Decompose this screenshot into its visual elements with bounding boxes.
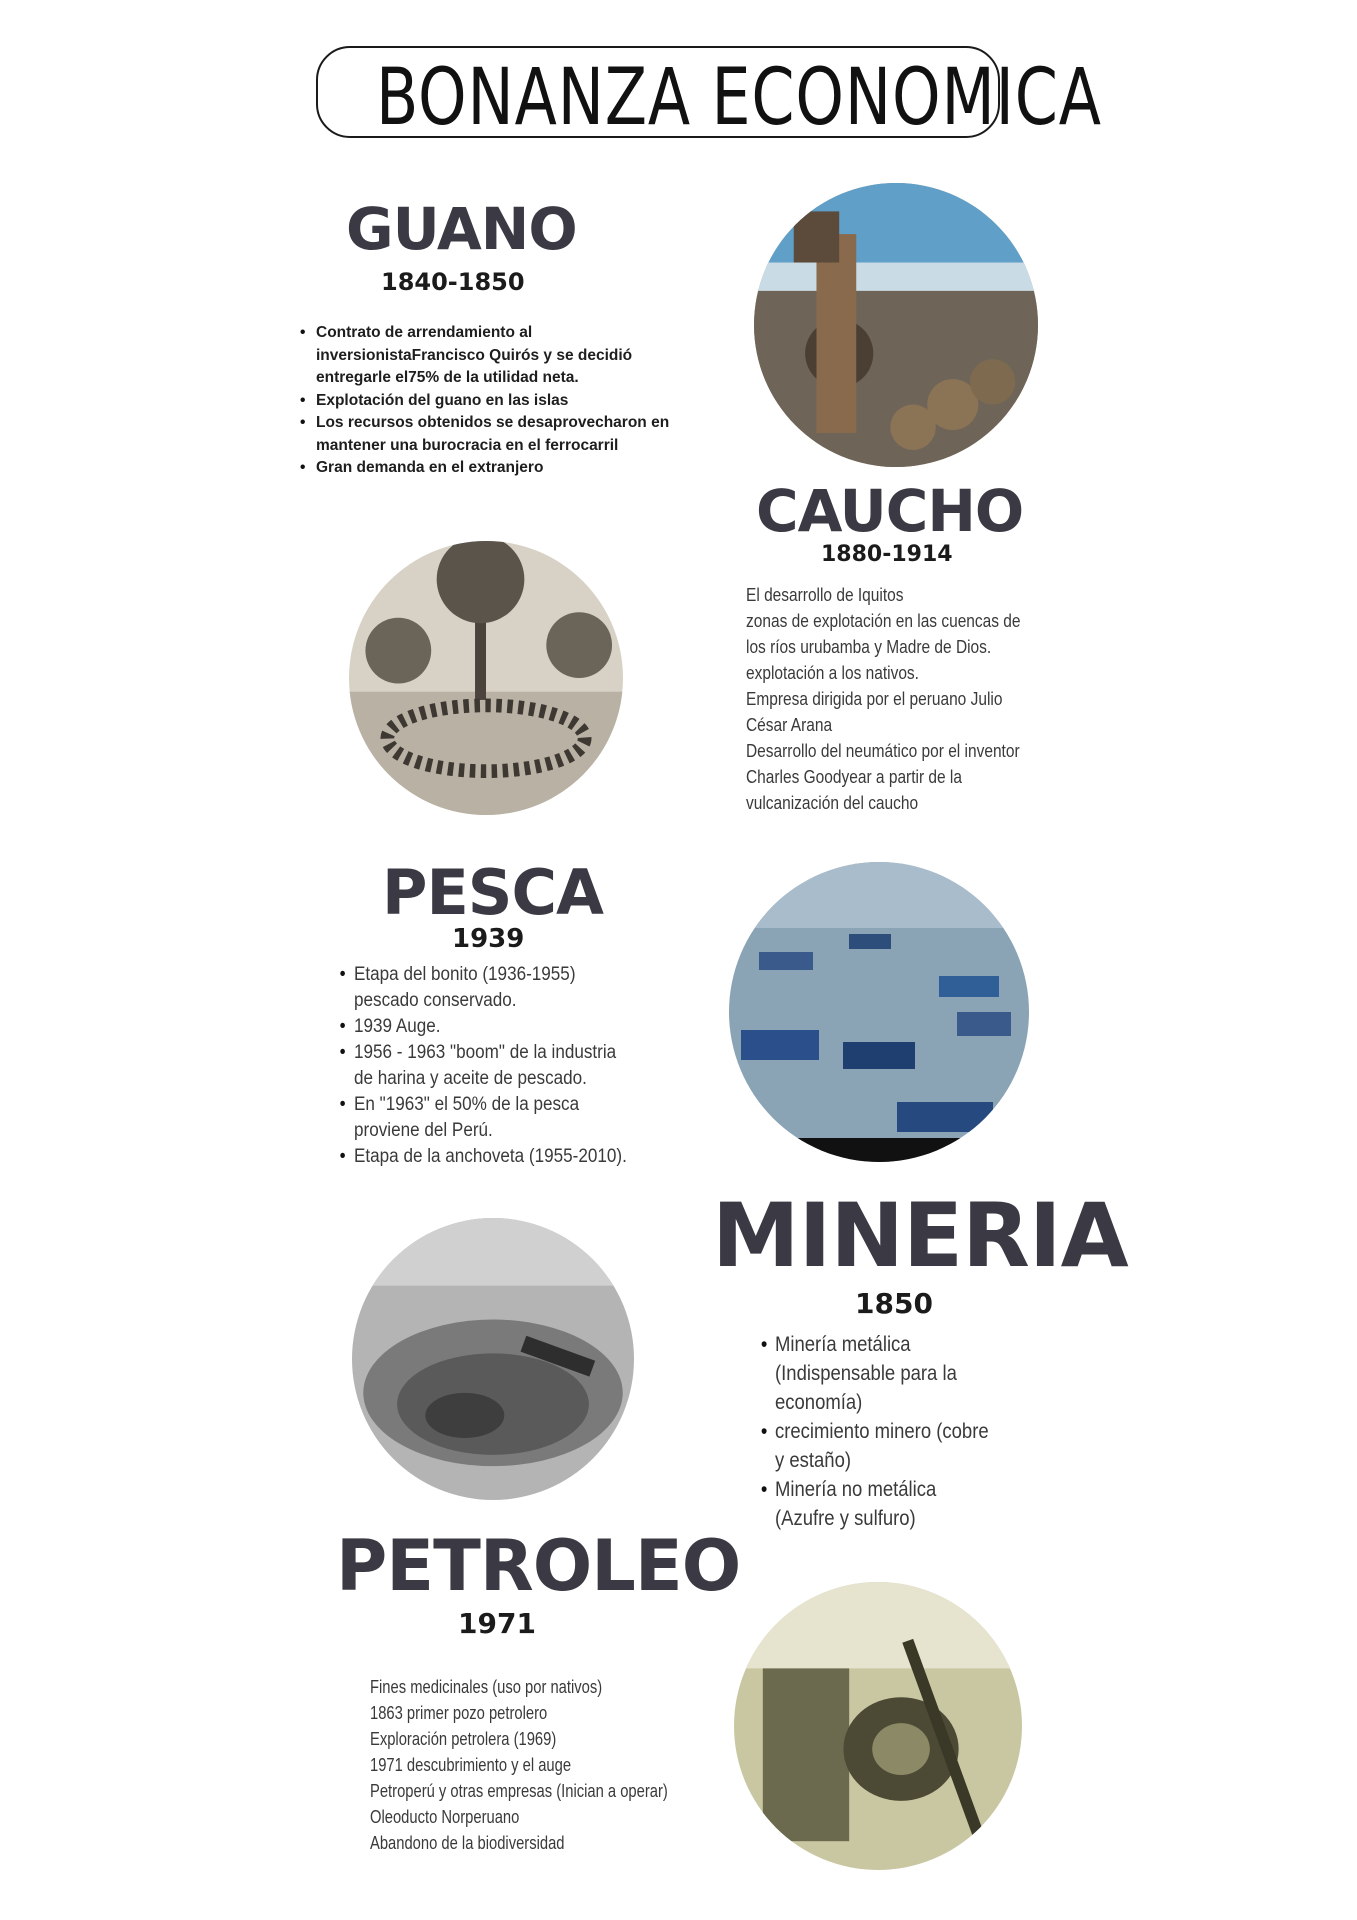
guano-photo xyxy=(754,183,1038,467)
pesca-years: 1939 xyxy=(452,924,525,954)
caucho-line: Desarrollo del neumático por el inventor xyxy=(746,741,1020,761)
caucho-line: zonas de explotación en las cuencas de xyxy=(746,611,1021,631)
petroleo-line: 1971 descubrimiento y el auge xyxy=(370,1755,572,1775)
caucho-line: explotación a los nativos. xyxy=(746,663,919,683)
guano-years: 1840-1850 xyxy=(381,268,525,296)
mineria-heading: MINERIA xyxy=(712,1184,1128,1287)
mineria-photo xyxy=(352,1218,634,1500)
petroleo-line: Fines medicinales (uso por nativos) xyxy=(370,1677,603,1697)
pesca-bullet: • Etapa de la anchoveta (1955-2010). xyxy=(354,1144,637,1170)
caucho-photo xyxy=(349,541,623,815)
pesca-photo xyxy=(729,862,1029,1162)
petroleo-line: Oleoducto Norperuano xyxy=(370,1807,520,1827)
page-title: BONANZA ECONOMICA xyxy=(376,53,1102,143)
petroleo-photo xyxy=(734,1582,1022,1870)
petroleo-text xyxy=(370,1674,668,1856)
guano-bullet-list xyxy=(316,322,688,480)
mineria-years: 1850 xyxy=(855,1287,933,1320)
caucho-line: César Arana xyxy=(746,715,833,735)
caucho-line: los ríos urubamba y Madre de Dios. xyxy=(746,637,992,657)
pesca-bullet: • Etapa del bonito (1936-1955) pescado conservado. xyxy=(354,962,637,1014)
caucho-years: 1880-1914 xyxy=(821,542,953,567)
pesca-heading: PESCA xyxy=(382,856,603,929)
petroleo-years: 1971 xyxy=(458,1607,536,1640)
guano-bullet: • Contrato de arrendamiento al inversionistaFrancisco Quirós y se decidió entregarle el75% de la utilidad neta. xyxy=(316,322,688,390)
caucho-line: Charles Goodyear a partir de la xyxy=(746,767,962,787)
mineria-bullet: • crecimiento minero (cobre y estaño) xyxy=(775,1417,995,1475)
caucho-heading: CAUCHO xyxy=(756,477,1024,545)
petroleo-line: Exploración petrolera (1969) xyxy=(370,1729,557,1749)
petroleo-line: 1863 primer pozo petrolero xyxy=(370,1703,548,1723)
pesca-bullet: • 1956 - 1963 "boom" de la industria de harina y aceite de pescado. xyxy=(354,1040,637,1092)
caucho-line: El desarrollo de Iquitos xyxy=(746,585,904,605)
guano-heading: GUANO xyxy=(346,195,577,263)
mineria-bullet: • Minería metálica (Indispensable para la economía) xyxy=(775,1330,995,1417)
pesca-bullet-list xyxy=(354,962,637,1170)
pesca-bullet: • En "1963" el 50% de la pesca proviene del Perú. xyxy=(354,1092,637,1144)
caucho-line: Empresa dirigida por el peruano Julio xyxy=(746,689,1003,709)
caucho-text xyxy=(746,582,1021,816)
petroleo-heading: PETROLEO xyxy=(336,1525,741,1607)
guano-bullet: • Explotación del guano en las islas xyxy=(316,390,688,413)
petroleo-line: Petroperú y otras empresas (Inician a operar) xyxy=(370,1781,668,1801)
guano-bullet: • Los recursos obtenidos se desaprovecharon en mantener una burocracia en el ferrocarril xyxy=(316,412,688,457)
petroleo-line: Abandono de la biodiversidad xyxy=(370,1833,565,1853)
guano-bullet: • Gran demanda en el extranjero xyxy=(316,457,688,480)
mineria-bullet: • Minería no metálica (Azufre y sulfuro) xyxy=(775,1475,995,1533)
mineria-bullet-list xyxy=(775,1330,995,1533)
caucho-line: vulcanización del caucho xyxy=(746,793,919,813)
pesca-bullet: • 1939 Auge. xyxy=(354,1014,637,1040)
